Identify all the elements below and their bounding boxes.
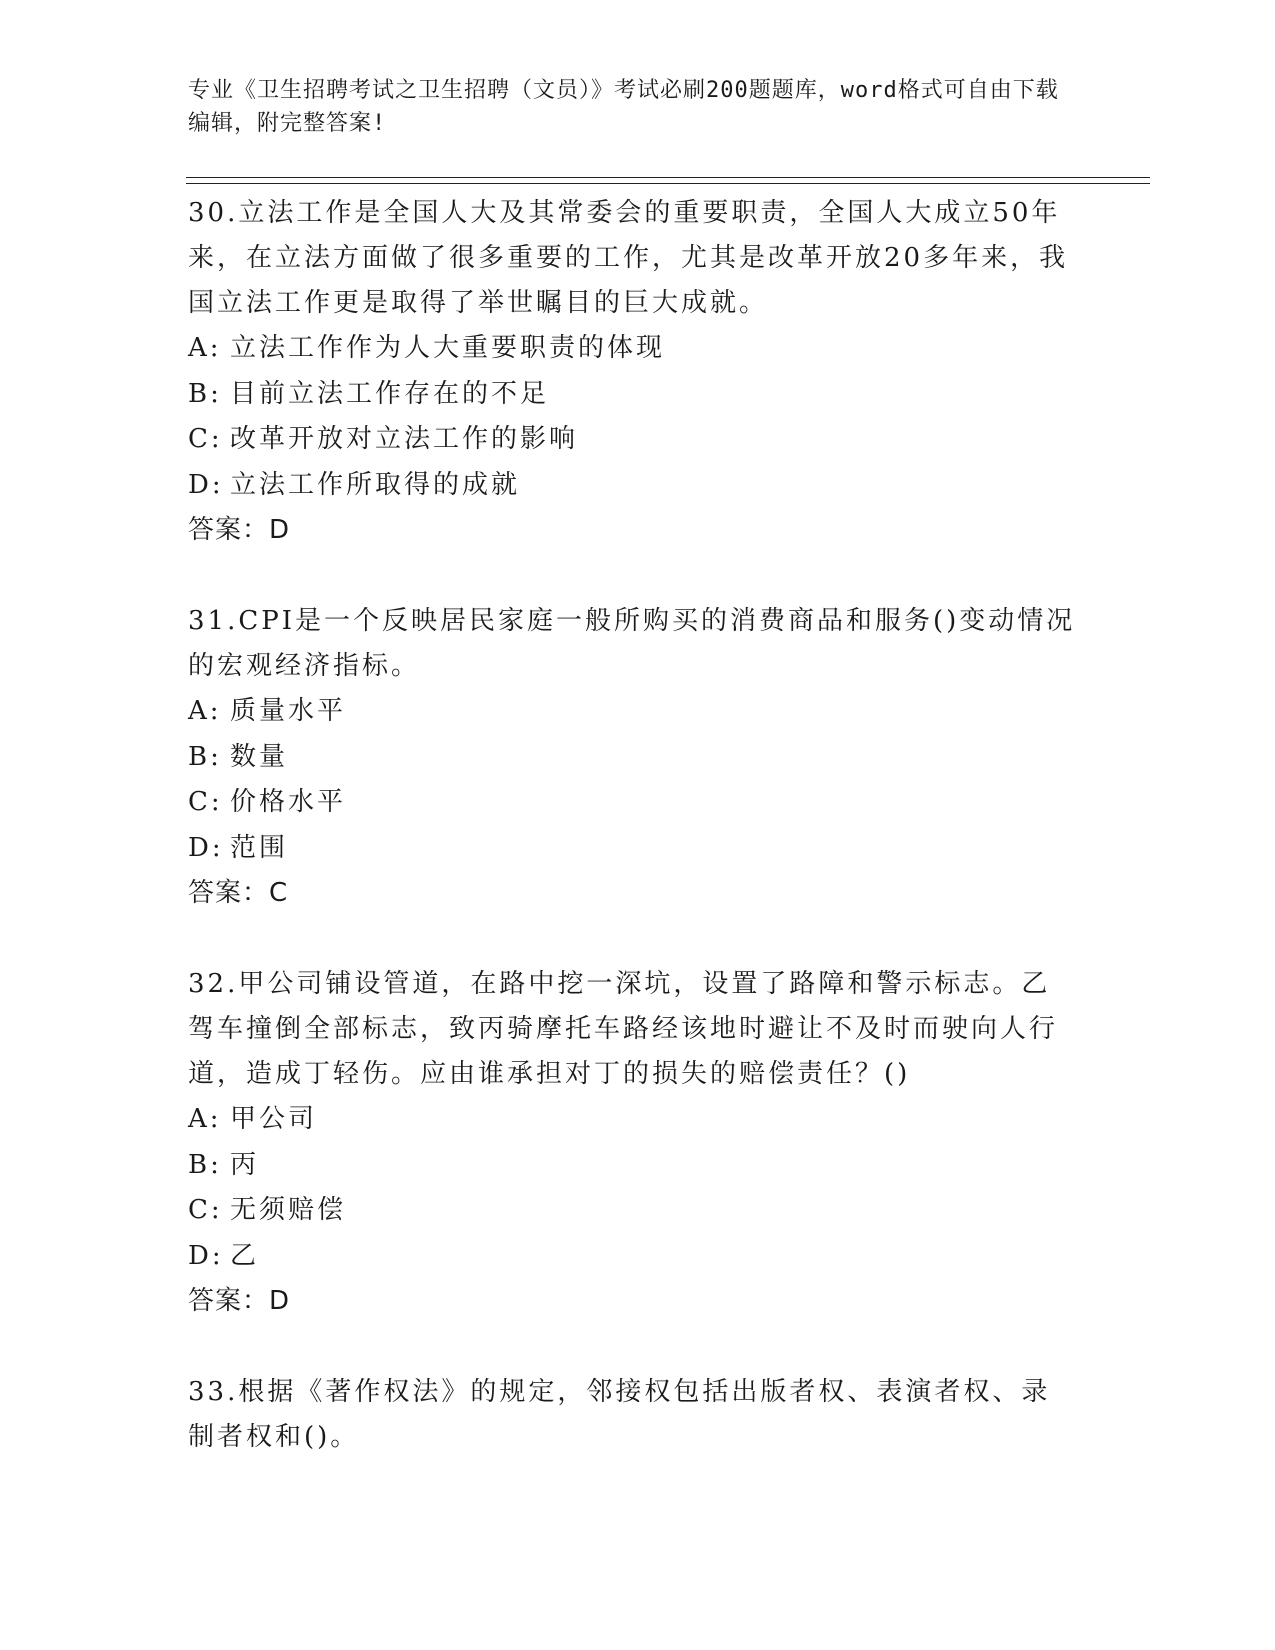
- option-text: 甲公司: [230, 1104, 318, 1134]
- option-letter: C:: [188, 1195, 223, 1225]
- document-header: 专业《卫生招聘考试之卫生招聘（文员）》考试必刷200题题库，word格式可自由下载编辑，附完整答案!: [188, 78, 1059, 136]
- option-text: 目前立法工作存在的不足: [230, 378, 550, 409]
- option-c: [188, 780, 1078, 826]
- answer-label: 答案：D: [188, 1286, 291, 1316]
- option-text: 改革开放对立法工作的影响: [230, 424, 579, 454]
- option-a: [188, 326, 1078, 372]
- question-33: [188, 1370, 1078, 1460]
- option-letter: D:: [188, 469, 224, 500]
- option-letter: B:: [188, 1149, 222, 1180]
- option-b: [188, 372, 1078, 418]
- option-text: 数量: [230, 741, 289, 772]
- option-text: 乙: [230, 1240, 260, 1271]
- option-d: [188, 826, 1078, 872]
- option-d: [188, 463, 1078, 509]
- option-text: 丙: [230, 1149, 260, 1180]
- option-letter: B:: [188, 378, 222, 409]
- option-text: 范围: [230, 832, 289, 863]
- option-text: 立法工作作为人大重要职责的体现: [230, 333, 666, 363]
- option-letter: A:: [188, 696, 222, 726]
- option-text: 质量水平: [230, 696, 347, 726]
- question-stem: 31.CPI是一个反映居民家庭一般所购买的消费商品和服务()变动情况的宏观经济指标。: [188, 606, 1076, 681]
- option-letter: C:: [188, 424, 223, 454]
- question-32: [188, 962, 1078, 1324]
- option-letter: C:: [188, 787, 223, 817]
- option-b: [188, 1143, 1078, 1189]
- option-letter: A:: [188, 1104, 222, 1134]
- option-a: [188, 1097, 1078, 1143]
- answer-label: 答案：D: [188, 515, 291, 545]
- option-text: 价格水平: [230, 787, 347, 817]
- question-stem: 32.甲公司铺设管道，在路中挖一深坑，设置了路障和警示标志。乙驾车撞倒全部标志，致丙骑摩托车路经该地时避让不及时而驶向人行道，造成丁轻伤。应由谁承担对丁的损失的赔偿责任？(): [188, 969, 1059, 1089]
- option-letter: D:: [188, 832, 224, 863]
- question-stem: 30.立法工作是全国人大及其常委会的重要职责，全国人大成立50年来，在立法方面做了很多重要的工作，尤其是改革开放20多年来，我国立法工作更是取得了举世瞩目的巨大成就。: [188, 198, 1069, 318]
- option-letter: B:: [188, 741, 222, 772]
- header-rule-top: [186, 177, 1150, 178]
- question-stem: 33.根据《著作权法》的规定，邻接权包括出版者权、表演者权、录制者权和()。: [188, 1377, 1051, 1452]
- option-text: 立法工作所取得的成就: [230, 469, 521, 500]
- option-b: [188, 735, 1078, 781]
- question-31: [188, 599, 1078, 916]
- option-d: [188, 1234, 1078, 1280]
- option-text: 无须赔偿: [230, 1195, 347, 1225]
- question-30: [188, 191, 1078, 553]
- option-a: [188, 689, 1078, 735]
- option-letter: D:: [188, 1240, 224, 1271]
- question-list: [188, 191, 1078, 1506]
- option-c: [188, 417, 1078, 463]
- answer-label: 答案：C: [188, 878, 289, 908]
- header-rule-bottom: [186, 183, 1150, 184]
- option-c: [188, 1188, 1078, 1234]
- option-letter: A:: [188, 333, 222, 363]
